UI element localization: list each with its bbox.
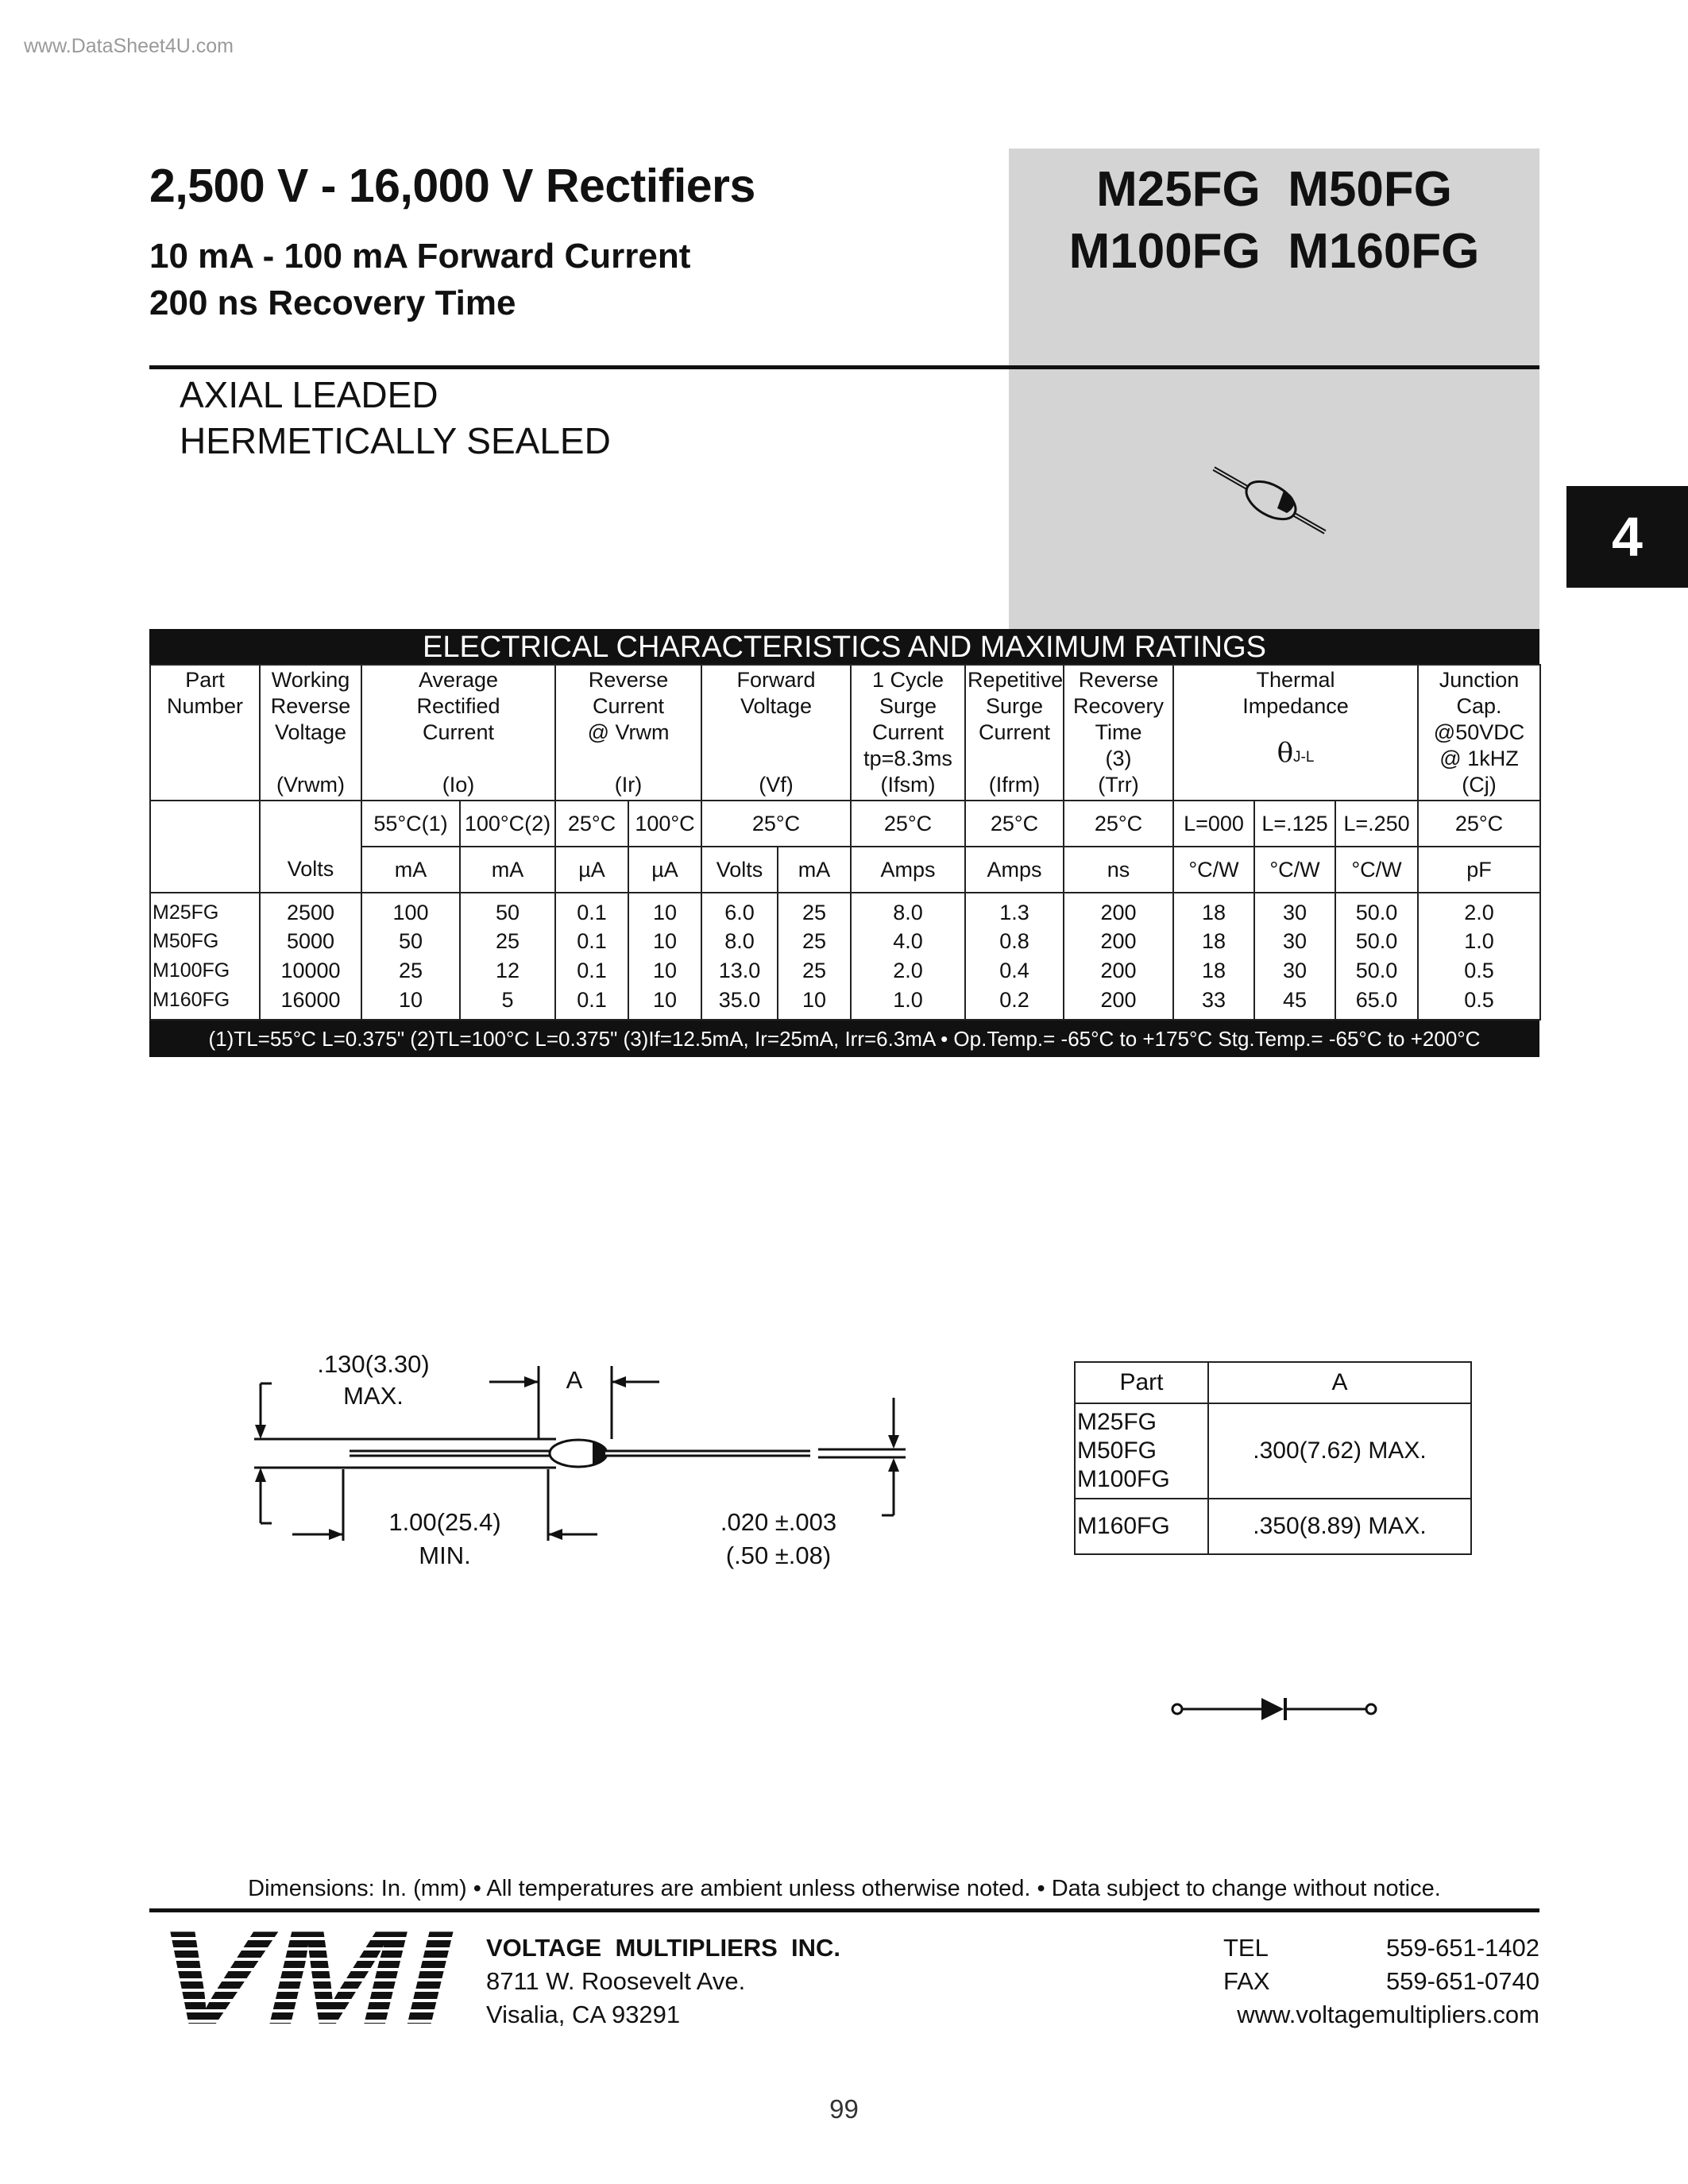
row-value: 13.0: [701, 956, 778, 986]
cond-cj: 25°C: [1418, 801, 1540, 847]
package-type-line-1: AXIAL LEADED: [180, 374, 438, 415]
lead-diameter-value: .020 ±.003: [720, 1508, 837, 1536]
unit-theta-l000: °C/W: [1173, 847, 1254, 893]
row-value: 6.0: [701, 893, 778, 927]
dimension-a-label: A: [566, 1366, 583, 1394]
row-value: 0.1: [555, 956, 628, 986]
page-number: 99: [829, 2094, 859, 2124]
row-value: 200: [1064, 956, 1173, 986]
contact-info: [1168, 1931, 1539, 2032]
col-header-thermal: [1173, 665, 1418, 801]
part-numbers-line-1: M25FG M50FG: [1096, 162, 1452, 217]
part-numbers: [1009, 159, 1539, 283]
part-numbers-line-2: M100FG M160FG: [1068, 224, 1480, 279]
col-header-vrwm: Working Reverse Voltage (Vrwm): [260, 665, 361, 801]
row-value: 2.0: [851, 956, 965, 986]
col-header-cj: Junction Cap. @50VDC @ 1kHZ (Cj): [1418, 665, 1540, 801]
cond-ir-25: 25°C: [555, 801, 628, 847]
unit-theta-l125: °C/W: [1254, 847, 1335, 893]
fax-row: [1168, 1965, 1539, 1998]
row-value: 25: [778, 893, 851, 927]
col-header-trr: Reverse Recovery Time (3) (Trr): [1064, 665, 1173, 801]
footer-note: Dimensions: In. (mm) • All temperatures are ambient unless otherwise noted. • Data subject to change without notice.: [248, 1876, 1441, 1901]
body-diameter-value: .130(3.30): [317, 1350, 430, 1378]
table-row: [150, 986, 1540, 1020]
row-value: 200: [1064, 893, 1173, 927]
theta-subscript: J-L: [1293, 749, 1315, 766]
row-value: 50: [460, 893, 555, 927]
cond-theta-l000: L=000: [1173, 801, 1254, 847]
cond-theta-l250: L=.250: [1335, 801, 1418, 847]
row-part-number: M50FG: [150, 927, 260, 956]
row-value: 18: [1173, 893, 1254, 927]
header-row: [150, 665, 1540, 801]
row-value: 10: [778, 986, 851, 1020]
cond-ir-100: 100°C: [628, 801, 701, 847]
col-header-vf: Forward Voltage (Vf): [701, 665, 851, 801]
row-value: 1.0: [1418, 927, 1540, 956]
dimension-a-table: [1074, 1361, 1472, 1555]
row-value: 35.0: [701, 986, 778, 1020]
unit-ir-100: µA: [628, 847, 701, 893]
table-notes: (1)TL=55°C L=0.375" (2)TL=100°C L=0.375" (3)If=12.5mA, Ir=25mA, Irr=6.3mA • Op.Temp.= -65°C to +175°C Stg.Temp.= -65°C to +200°C: [149, 1021, 1539, 1057]
section-tab: 4: [1566, 486, 1688, 588]
company-name: VOLTAGE MULTIPLIERS INC.: [486, 1934, 841, 1962]
row-value: 45: [1254, 986, 1335, 1020]
unit-ifrm: Amps: [965, 847, 1064, 893]
fax-number: 559-651-0740: [1385, 1967, 1539, 1995]
table-row: [150, 956, 1540, 986]
row-part-number: M100FG: [150, 956, 260, 986]
header-part: Part: [1075, 1362, 1208, 1403]
unit-vf-volts: Volts: [701, 847, 778, 893]
row-value: 4.0: [851, 927, 965, 956]
row-value: 200: [1064, 986, 1173, 1020]
package-type-line-2: HERMETICALLY SEALED: [180, 420, 611, 461]
part-dimension-table: [1074, 1361, 1472, 1555]
cond-vrwm: [260, 801, 361, 847]
row-value: 50.0: [1335, 927, 1418, 956]
group1-dimension: .300(7.62) MAX.: [1208, 1403, 1471, 1499]
row-value: 0.1: [555, 893, 628, 927]
row-part-number: M25FG: [150, 893, 260, 927]
row-value: 0.5: [1418, 956, 1540, 986]
row-value: 0.8: [965, 927, 1064, 956]
unit-theta-l250: °C/W: [1335, 847, 1418, 893]
company-info: [486, 1931, 840, 2032]
row-value: 10: [361, 986, 460, 1020]
row-value: 12: [460, 956, 555, 986]
row-value: 30: [1254, 893, 1335, 927]
body-diameter-max: MAX.: [343, 1382, 404, 1410]
cond-io-55: 55°C(1): [361, 801, 460, 847]
row-value: 25: [778, 956, 851, 986]
thermal-label: Thermal Impedance: [1242, 668, 1349, 718]
row-value: 100: [361, 893, 460, 927]
electrical-characteristics-table: [149, 629, 1539, 1057]
lead-diameter-mm: (.50 ±.08): [725, 1542, 832, 1569]
row-value: 10000: [260, 956, 361, 986]
row-value: 30: [1254, 956, 1335, 986]
lead-length-label: [361, 1506, 528, 1572]
outline-drawing: [238, 1342, 937, 1604]
cond-ifsm: 25°C: [851, 801, 965, 847]
unit-cj: pF: [1418, 847, 1540, 893]
subtitle-forward-current: 10 mA - 100 mA Forward Current: [149, 237, 691, 276]
row-value: 5: [460, 986, 555, 1020]
tel-row: [1168, 1931, 1539, 1965]
unit-ir-25: µA: [555, 847, 628, 893]
cond-trr: 25°C: [1064, 801, 1173, 847]
conditions-blank: [150, 801, 260, 893]
unit-vrwm: Volts: [260, 847, 361, 893]
row-value: 8.0: [701, 927, 778, 956]
row-value: 18: [1173, 927, 1254, 956]
lead-length-value: 1.00(25.4): [388, 1508, 501, 1536]
unit-vf-ma: mA: [778, 847, 851, 893]
header-a: A: [1208, 1362, 1471, 1403]
theta-jl-symbol: [1176, 737, 1416, 770]
company-address-1: 8711 W. Roosevelt Ave.: [486, 1967, 746, 1995]
vmi-logo: [153, 1930, 454, 2033]
row-value: 2.0: [1418, 893, 1540, 927]
watermark: www.DataSheet4U.com: [24, 35, 234, 57]
row-value: 0.4: [965, 956, 1064, 986]
table-row: [150, 927, 1540, 956]
lead-length-min: MIN.: [419, 1542, 471, 1569]
table-row: [150, 893, 1540, 927]
group2-dimension: .350(8.89) MAX.: [1208, 1499, 1471, 1554]
row-value: 1.3: [965, 893, 1064, 927]
row-value: 10: [628, 927, 701, 956]
group1-parts: M25FG M50FG M100FG: [1075, 1403, 1208, 1499]
theta-symbol: θ: [1277, 737, 1294, 769]
logo-text: VMI: [156, 1930, 454, 2033]
unit-ifsm: Amps: [851, 847, 965, 893]
cond-theta-l125: L=.125: [1254, 801, 1335, 847]
row-value: 0.1: [555, 986, 628, 1020]
row-value: 25: [361, 956, 460, 986]
diode-symbol-icon: [1168, 1693, 1382, 1725]
col-header-ir: Reverse Current @ Vrwm (Ir): [555, 665, 701, 801]
website-link[interactable]: www.voltagemultipliers.com: [1237, 2001, 1539, 2028]
row-value: 25: [778, 927, 851, 956]
conditions-row: [150, 801, 1540, 847]
row-value: 0.5: [1418, 986, 1540, 1020]
row-value: 0.2: [965, 986, 1064, 1020]
ratings-table: [149, 664, 1541, 1021]
row-value: 30: [1254, 927, 1335, 956]
col-header-part: Part Number: [150, 665, 260, 801]
row-value: 0.1: [555, 927, 628, 956]
cond-ifrm: 25°C: [965, 801, 1064, 847]
row-value: 50.0: [1335, 893, 1418, 927]
row-part-number: M160FG: [150, 986, 260, 1020]
row-value: 50: [361, 927, 460, 956]
unit-io-100: mA: [460, 847, 555, 893]
row-value: 1.0: [851, 986, 965, 1020]
cond-vf: 25°C: [701, 801, 851, 847]
row-value: 10: [628, 986, 701, 1020]
footer-divider: [149, 1908, 1539, 1912]
lead-diameter-label: [691, 1506, 866, 1572]
row-value: 16000: [260, 986, 361, 1020]
row-value: 18: [1173, 956, 1254, 986]
row-value: 200: [1064, 927, 1173, 956]
unit-io-55: mA: [361, 847, 460, 893]
row-value: 65.0: [1335, 986, 1418, 1020]
row-value: 25: [460, 927, 555, 956]
diode-package-icon: [1207, 461, 1335, 540]
table-title: ELECTRICAL CHARACTERISTICS AND MAXIMUM RATINGS: [149, 629, 1539, 664]
col-header-io: Average Rectified Current (Io): [361, 665, 555, 801]
tel-number: 559-651-1402: [1385, 1934, 1539, 1962]
units-row: [150, 847, 1540, 893]
row-value: 5000: [260, 927, 361, 956]
data-rows: [150, 893, 1540, 1020]
cond-io-100: 100°C(2): [460, 801, 555, 847]
body-diameter-label: [294, 1349, 453, 1412]
row-value: 33: [1173, 986, 1254, 1020]
fax-label: FAX: [1223, 1967, 1270, 1995]
row-value: 10: [628, 893, 701, 927]
group2-parts: M160FG: [1075, 1499, 1208, 1554]
row-value: 10: [628, 956, 701, 986]
col-header-ifrm: Repetitive Surge Current (Ifrm): [965, 665, 1064, 801]
subtitle-recovery-time: 200 ns Recovery Time: [149, 284, 516, 322]
row-value: 2500: [260, 893, 361, 927]
unit-trr: ns: [1064, 847, 1173, 893]
page-title: 2,500 V - 16,000 V Rectifiers: [149, 160, 755, 212]
header-divider: [149, 365, 1539, 369]
row-value: 8.0: [851, 893, 965, 927]
col-header-ifsm: 1 Cycle Surge Current tp=8.3ms (Ifsm): [851, 665, 965, 801]
company-address-2: Visalia, CA 93291: [486, 2001, 681, 2028]
tel-label: TEL: [1223, 1934, 1269, 1962]
row-value: 50.0: [1335, 956, 1418, 986]
